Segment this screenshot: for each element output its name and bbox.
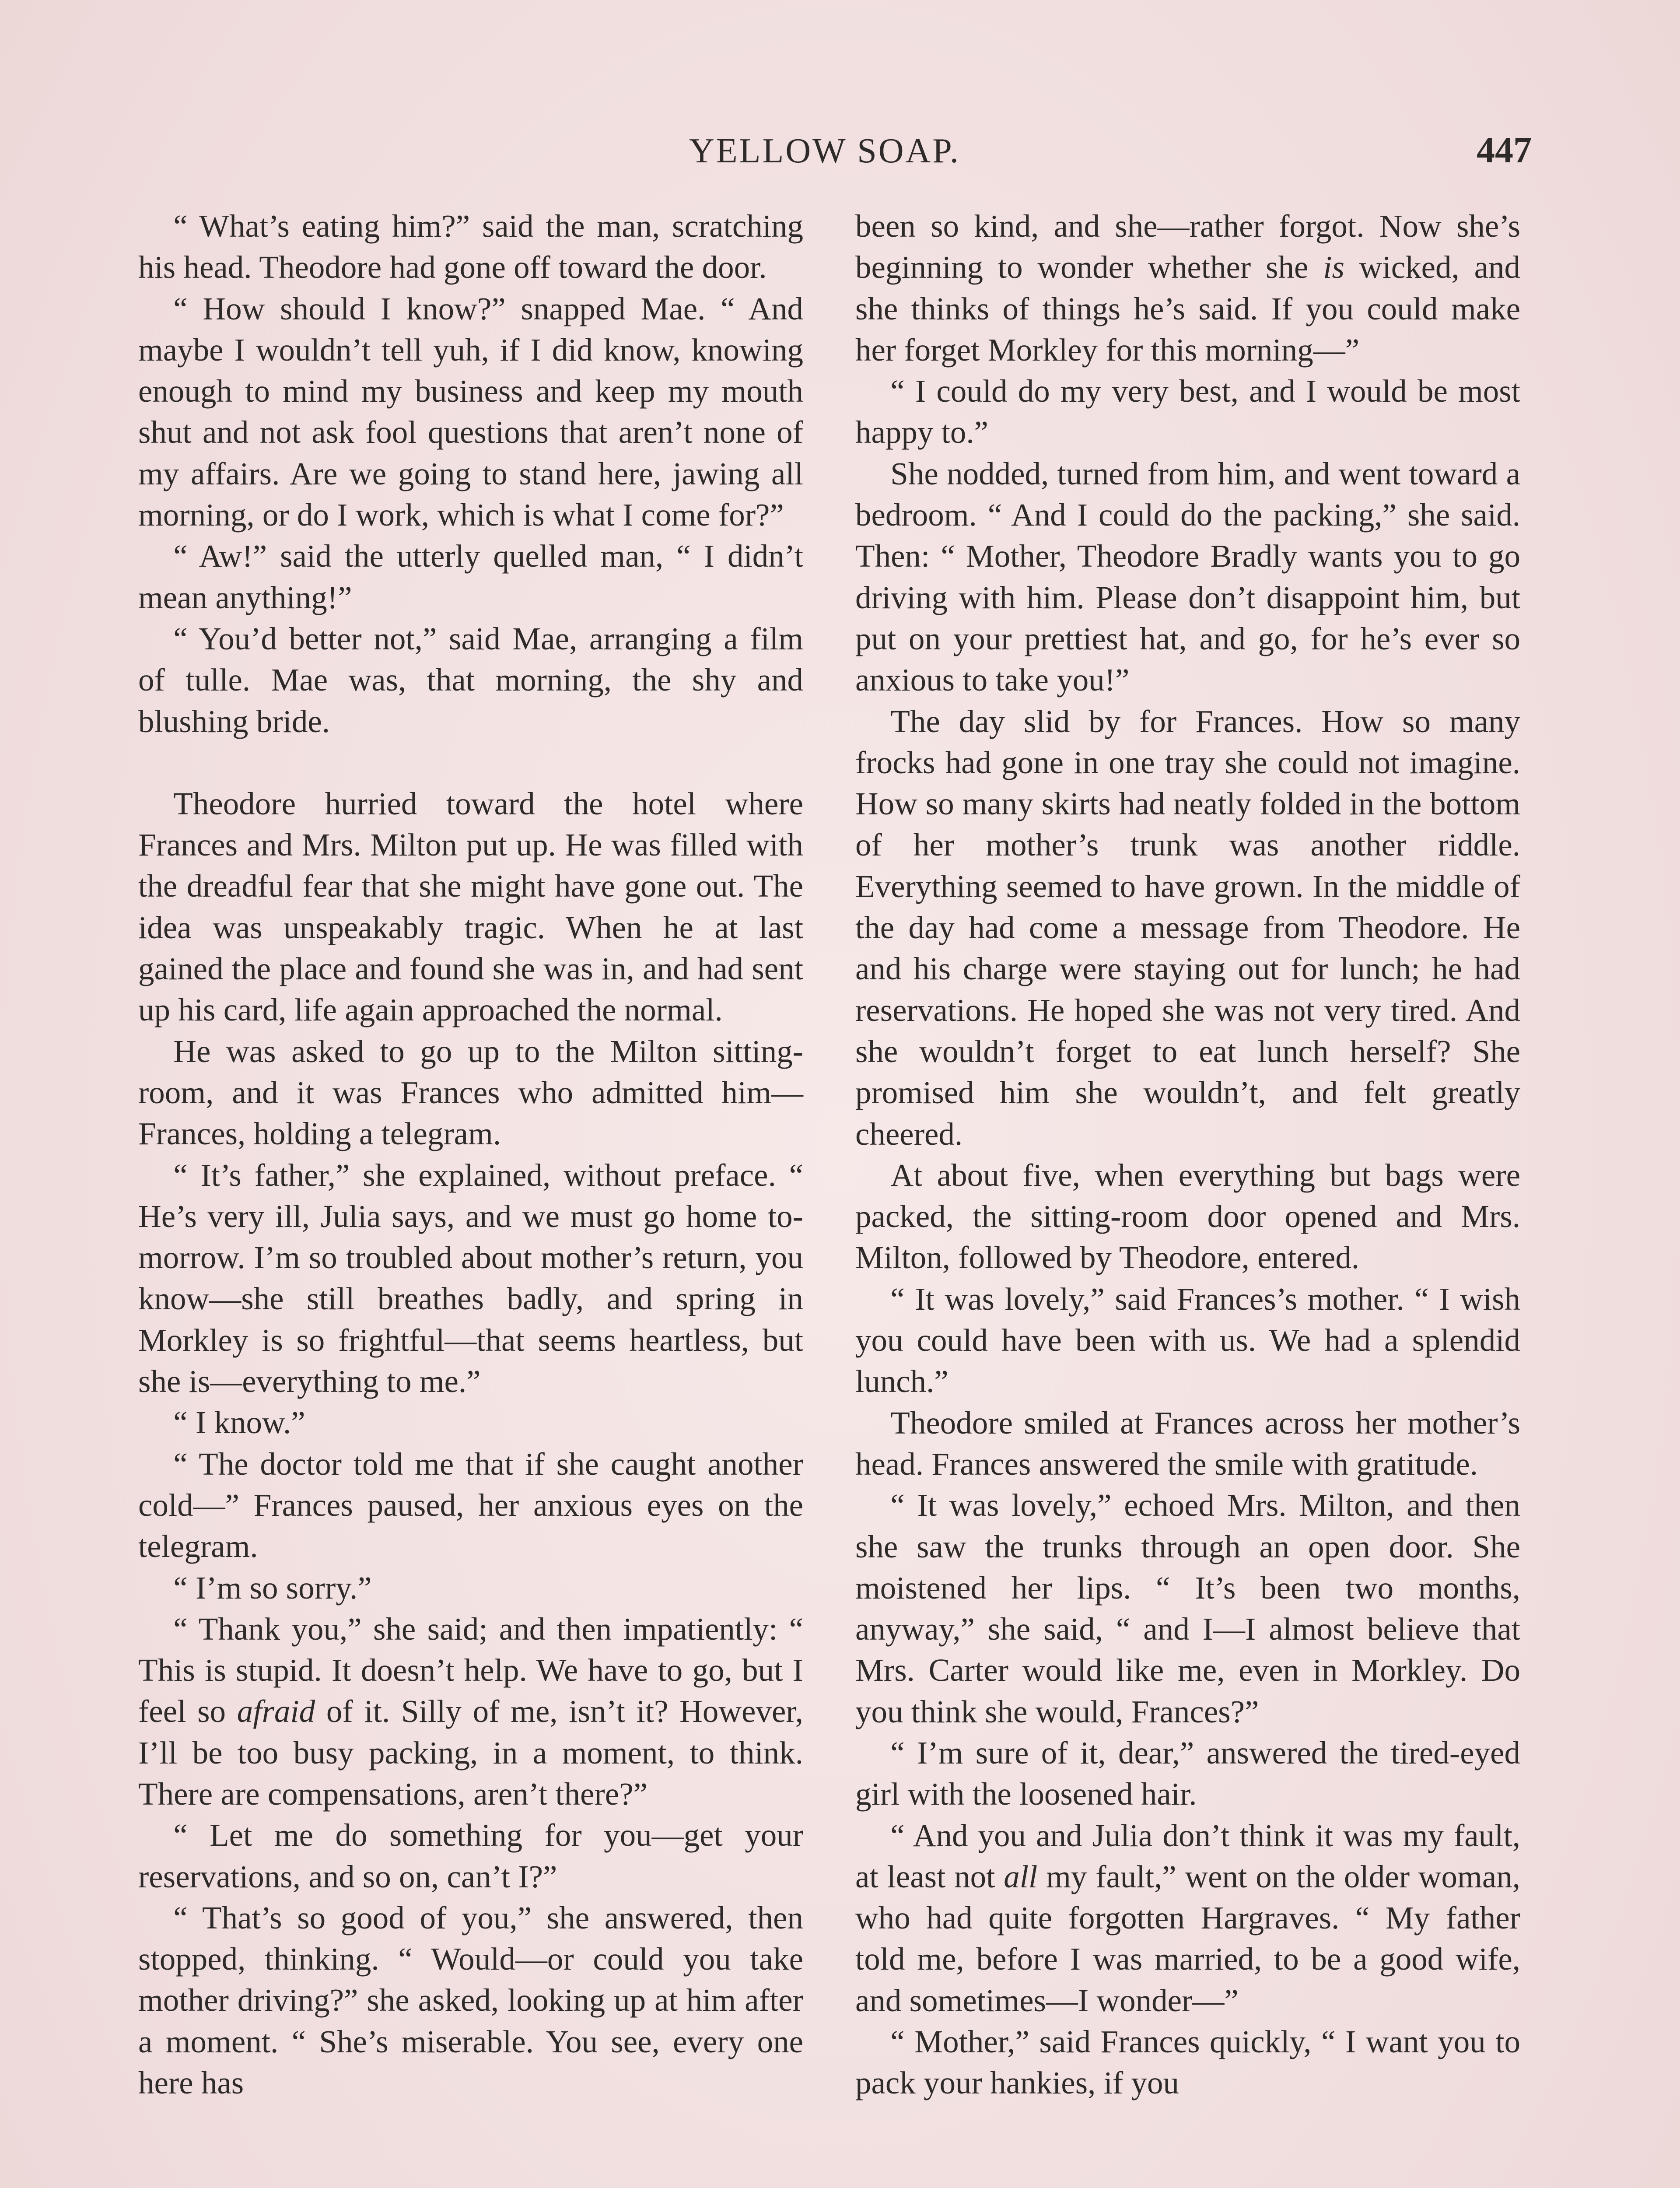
right-text-column: [855, 206, 1520, 2104]
paragraph: “ That’s so good of you,” she answered, then stopped, thinking. “ Would—or could you take mother driving?” she asked, looking up at him after a moment. “ She’s miserable. You see, every one here has: [138, 1900, 803, 2101]
paragraph: “ I could do my very best, and I would be most happy to.”: [855, 373, 1520, 450]
paragraph: “ Aw!” said the utterly quelled man, “ I didn’t mean anything!”: [138, 538, 803, 615]
paragraph: “ It was lovely,” said Frances’s mother. “ I wish you could have been with us. We had a splendid lunch.”: [855, 1281, 1520, 1399]
paragraph: been so kind, and she—rather forgot. Now she’s beginning to wonder whether she is wicked, and she thinks of things he’s said. If you could make her forget Morkley for this morning—”: [855, 208, 1520, 368]
left-text-column: [138, 206, 803, 2104]
paragraph: “ It’s father,” she explained, without preface. “ He’s very ill, Julia says, and we must go home to-morrow. I’m so troubled about mother’s return, you know—she still breathes badly, and spring in Morkley is so frightful—that seems heartless, but she is—everything to me.”: [138, 1157, 803, 1399]
paragraph: Theodore hurried toward the hotel where Frances and Mrs. Milton put up. He was filled with the dreadful fear that she might have gone out. The idea was unspeakably tragic. When he at last gained the place and found she was in, and had sent up his card, life again approached the normal.: [138, 785, 803, 1028]
paragraph: “ How should I know?” snapped Mae. “ And maybe I wouldn’t tell yuh, if I did know, knowing enough to mind my business and keep my mouth shut and not ask fool questions that aren’t none of my affairs. Are we going to stand here, jawing all morning, or do I work, which is what I come for?”: [138, 291, 803, 533]
paragraph: “ Thank you,” she said; and then impatiently: “ This is stupid. It doesn’t help. We have to go, but I feel so afraid of it. Silly of me, isn’t it? However, I’ll be too busy packing, in a moment, to think. There are compensations, aren’t there?”: [138, 1611, 803, 1812]
paragraph: “ You’d better not,” said Mae, arranging a film of tulle. Mae was, that morning, the shy and blushing bride.: [138, 621, 803, 739]
paragraph: “ Let me do something for you—get your reservations, and so on, can’t I?”: [138, 1817, 803, 1894]
paragraph: He was asked to go up to the Milton sitting-room, and it was Frances who admitted him—Frances, holding a telegram.: [138, 1033, 803, 1152]
paragraph: Theodore smiled at Frances across her mother’s head. Frances answered the smile with gratitude.: [855, 1405, 1520, 1482]
paragraph: She nodded, turned from him, and went toward a bedroom. “ And I could do the packing,” she said. Then: “ Mother, Theodore Bradly wants you to go driving with him. Please don’t disappoint him, but put on your prettiest hat, and go, for he’s ever so anxious to take you!”: [855, 456, 1520, 698]
paragraph: At about five, when everything but bags were packed, the sitting-room door opened and Mrs. Milton, followed by Theodore, entered.: [855, 1157, 1520, 1276]
paragraph: “ I’m sure of it, dear,” answered the tired-eyed girl with the loosened hair.: [855, 1735, 1520, 1812]
paragraph: “ The doctor told me that if she caught another cold—” Frances paused, her anxious eyes on the telegram.: [138, 1446, 803, 1564]
running-title: YELLOW SOAP.: [689, 132, 960, 170]
running-header: [0, 131, 1680, 184]
paragraph: “ And you and Julia don’t think it was my fault, at least not all my fault,” went on the older woman, who had quite forgotten Hargraves. “ My father told me, before I was married, to be a good wife, and sometimes—I wonder—”: [855, 1817, 1520, 2018]
paragraph: “ I’m so sorry.”: [173, 1570, 372, 1606]
paragraph: “ What’s eating him?” said the man, scratching his head. Theodore had gone off toward the door.: [138, 208, 803, 285]
paragraph: “ Mother,” said Frances quickly, “ I want you to pack your hankies, if you: [855, 2024, 1520, 2101]
page-number: 447: [1477, 130, 1532, 171]
paragraph: “ It was lovely,” echoed Mrs. Milton, and then she saw the trunks through an open door. She moistened her lips. “ It’s been two months, anyway,” she said, “ and I—I almost believe that Mrs. Carter would like me, even in Morkley. Do you think she would, Frances?”: [855, 1487, 1520, 1729]
paragraph: “ I know.”: [173, 1405, 305, 1441]
paragraph: The day slid by for Frances. How so many frocks had gone in one tray she could not imagine. How so many skirts had neatly folded in the bottom of her mother’s trunk was another riddle. Everything seemed to have grown. In the middle of the day had come a message from Theodore. He and his charge were staying out for lunch; he had reservations. He hoped she was not very tired. And she wouldn’t forget to eat lunch herself? She promised him she wouldn’t, and felt greatly cheered.: [855, 703, 1520, 1152]
